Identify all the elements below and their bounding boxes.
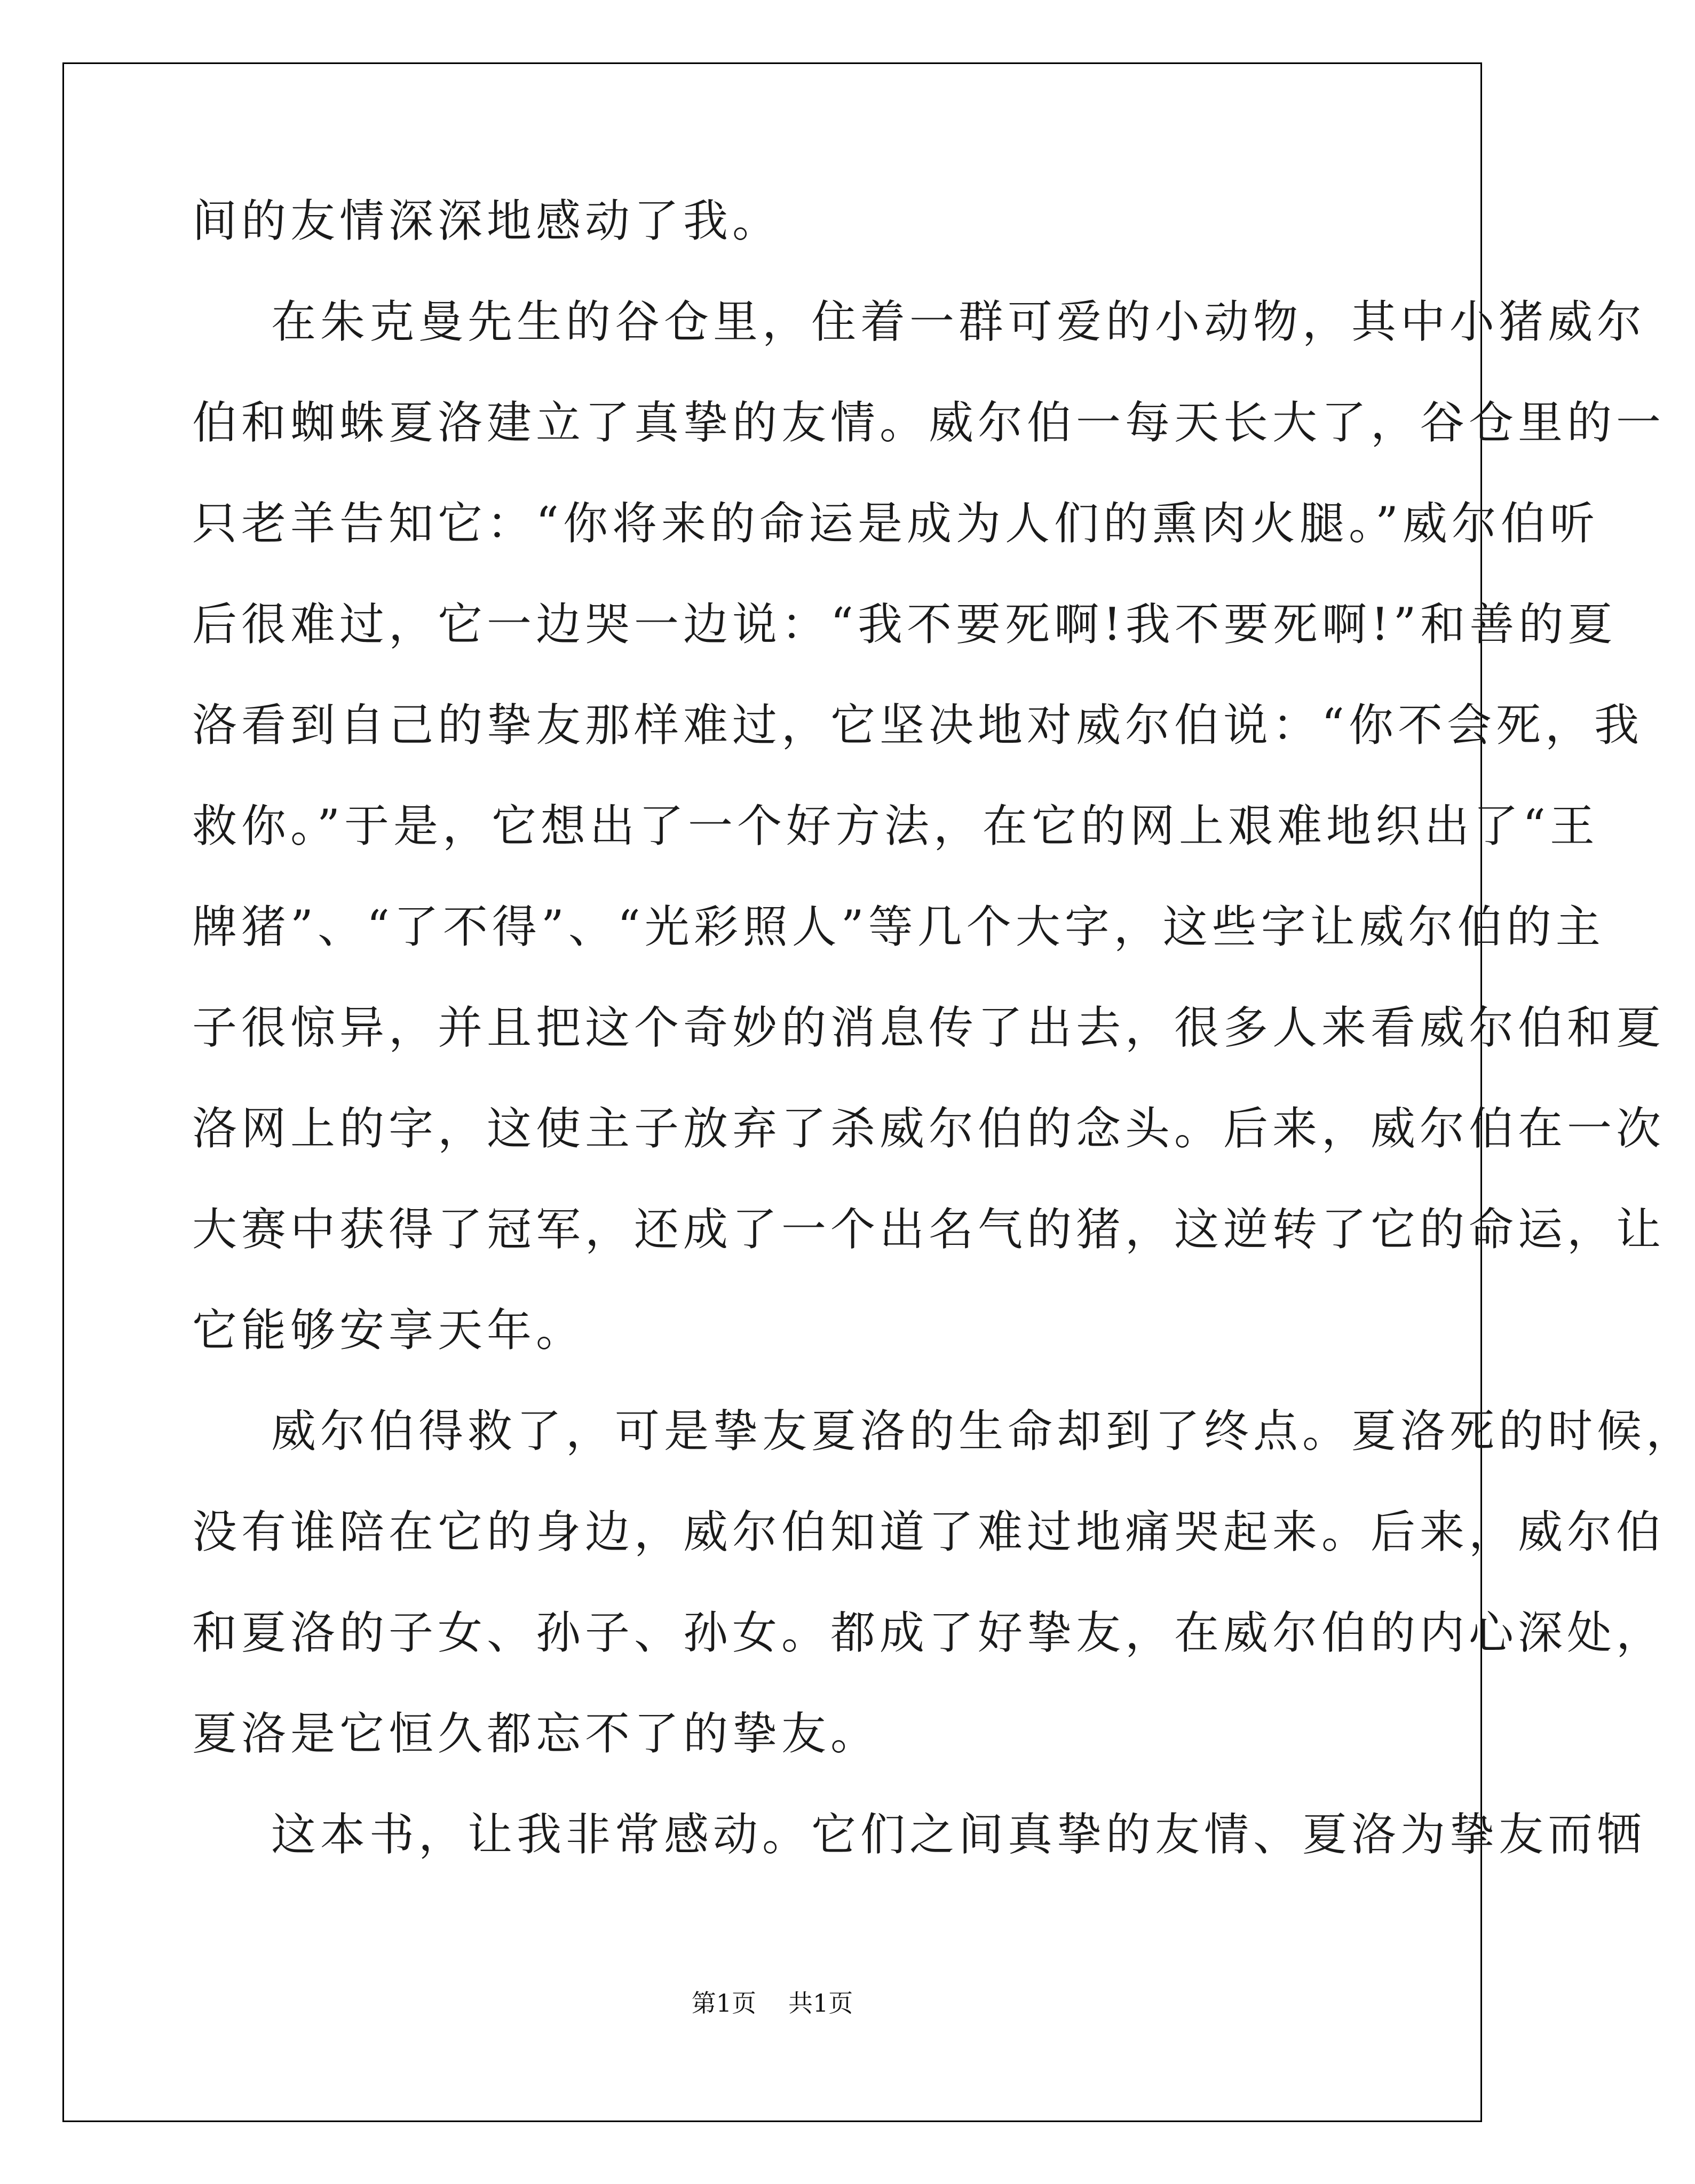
text-line: 子很惊异，并且把这个奇妙的消息传了出去，很多人来看威尔伯和夏 xyxy=(192,1002,1666,1054)
page-footer xyxy=(0,1987,1544,2019)
text-line: 洛看到自己的挚友那样难过，它坚决地对威尔伯说：“你不会死，我 xyxy=(192,699,1643,751)
text-line: 洛网上的字，这使主子放弃了杀威尔伯的念头。后来，威尔伯在一次 xyxy=(192,1102,1666,1155)
text-line: 救你。”于是，它想出了一个好方法，在它的网上艰难地织出了“王 xyxy=(192,800,1599,852)
text-line: 大赛中获得了冠军，还成了一个出名气的猪，这逆转了它的命运，让 xyxy=(192,1203,1666,1256)
text-line: 只老羊告知它：“你将来的命运是成为人们的熏肉火腿。”威尔伯听 xyxy=(192,497,1599,550)
page-total: 共1页 xyxy=(788,1989,853,2018)
text-line: 没有谁陪在它的身边，威尔伯知道了难过地痛哭起来。后来，威尔伯 xyxy=(192,1506,1666,1558)
text-line: 夏洛是它恒久都忘不了的挚友。 xyxy=(192,1708,880,1760)
text-line: 它能够安享天年。 xyxy=(192,1304,585,1356)
text-line: 伯和蜘蛛夏洛建立了真挚的友情。威尔伯一每天长大了，谷仓里的一 xyxy=(192,396,1666,449)
text-line: 间的友情深深地感动了我。 xyxy=(192,195,782,247)
page-number: 第1页 xyxy=(691,1989,756,2018)
paragraph-start-line: 在朱克曼先生的谷仓里，住着一群可爱的小动物，其中小猪威尔 xyxy=(271,296,1646,348)
text-line: 和夏洛的子女、孙子、孙女。都成了好挚友，在威尔伯的内心深处， xyxy=(192,1607,1666,1659)
document-body xyxy=(192,171,1695,1885)
paragraph-start-line: 这本书，让我非常感动。它们之间真挚的友情、夏洛为挚友而牺 xyxy=(271,1808,1646,1861)
text-line: 后很难过，它一边哭一边说：“我不要死啊!我不要死啊!”和善的夏 xyxy=(192,598,1617,650)
text-line: 牌猪”、“了不得”、“光彩照人”等几个大字，这些字让威尔伯的主 xyxy=(192,901,1605,953)
paragraph-start-line: 威尔伯得救了，可是挚友夏洛的生命却到了终点。夏洛死的时候， xyxy=(271,1405,1695,1457)
